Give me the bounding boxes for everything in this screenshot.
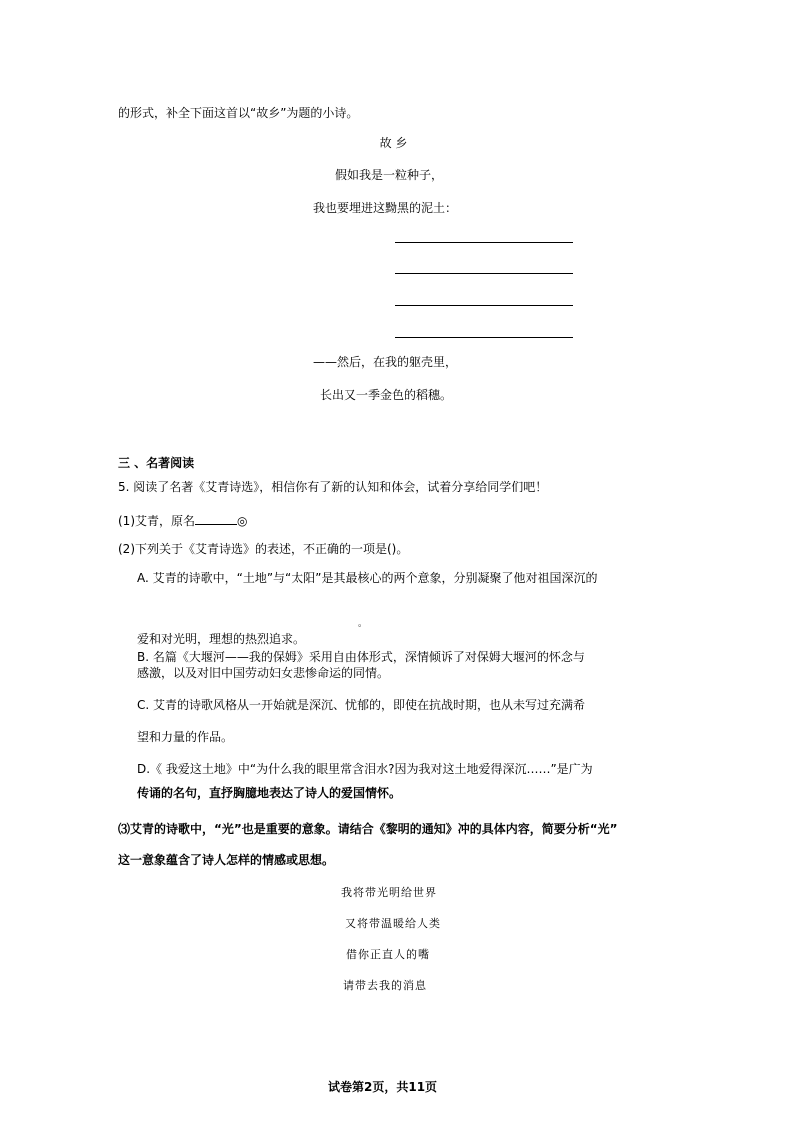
poem2-line-4: 请带去我的消息 [343, 979, 427, 992]
answer-line-1[interactable] [395, 242, 573, 243]
answer-blank[interactable] [195, 513, 237, 525]
poem-title [0, 136, 793, 150]
question-5-3-line-1: ⑶艾青的诗歌中，“光”也是重要的意象。请结合《黎明的通知》冲的具体内容，简要分析“光” [118, 822, 618, 836]
section-heading: 三 、名著阅读 [118, 456, 195, 470]
answer-line-4[interactable] [395, 337, 573, 338]
poem-line-3: ——然后，在我的躯壳里， [313, 355, 458, 369]
option-c-line-2: 望和力量的作品。 [137, 730, 234, 744]
question-5-3-line-2: 这一意象蕴含了诗人怎样的情感或思想。 [118, 853, 335, 867]
poem-line-1: 假如我是一粒种子， [335, 168, 444, 182]
answer-line-3[interactable] [395, 305, 573, 306]
option-d-line-1: D.《 我爱这土地》中“为什么我的眼里常含泪水?因为我对这土地爱得深沉……”是广为 [137, 762, 593, 776]
answer-line-2[interactable] [395, 273, 573, 274]
page-footer: 试卷第2页，共11页 [328, 1080, 438, 1094]
poem-line-2: 我也要埋进这黝黑的泥土： [313, 201, 458, 215]
option-c-line-1: C. 艾青的诗歌风格从一开始就是深沉、忧郁的，即使在抗战时期，也从未写过充满希 [137, 698, 586, 712]
poem2-line-1: 我将带光明给世界 [341, 886, 437, 899]
question-5-1-text: (1)艾青，原名 [118, 514, 195, 528]
option-a-line-1: A. 艾青的诗歌中，“土地”与“太阳”是其最核心的两个意象，分别凝聚了他对祖国深沉的 [137, 571, 598, 585]
poem-line-4: 长出又一季金色的稻穗。 [320, 388, 453, 402]
option-a-line-2: 爱和对光明，理想的热烈追求。 [137, 632, 306, 646]
poem2-line-2: 又将带温暖给人类 [345, 917, 441, 930]
poem-title-text: 故 乡 [379, 136, 408, 150]
intro-line: 的形式，补全下面这首以“故乡”为题的小诗。 [118, 106, 359, 120]
question-5-2: (2)下列关于《艾青诗选》的表述，不正确的一项是()。 [118, 542, 409, 556]
option-a-mark: 。 [358, 619, 368, 629]
option-b-line-2: 感激，以及对旧中国劳动妇女悲惨命运的同情。 [137, 666, 390, 680]
poem2-line-3: 借你正直人的嘴 [346, 948, 430, 961]
question-5-1 [118, 513, 247, 528]
question-5: 5. 阅读了名著《艾青诗选》，相信你有了新的认知和体会，试着分享给同学们吧！ [118, 480, 548, 494]
question-5-1-mark: ◎ [237, 514, 248, 528]
option-d-line-2: 传诵的名句，直抒胸臆地表达了诗人的爱国情怀。 [137, 786, 402, 800]
option-b-line-1: B. 名篇《大堰河——我的保姆》采用自由体形式，深情倾诉了对保姆大堰河的怀念与 [137, 650, 585, 664]
